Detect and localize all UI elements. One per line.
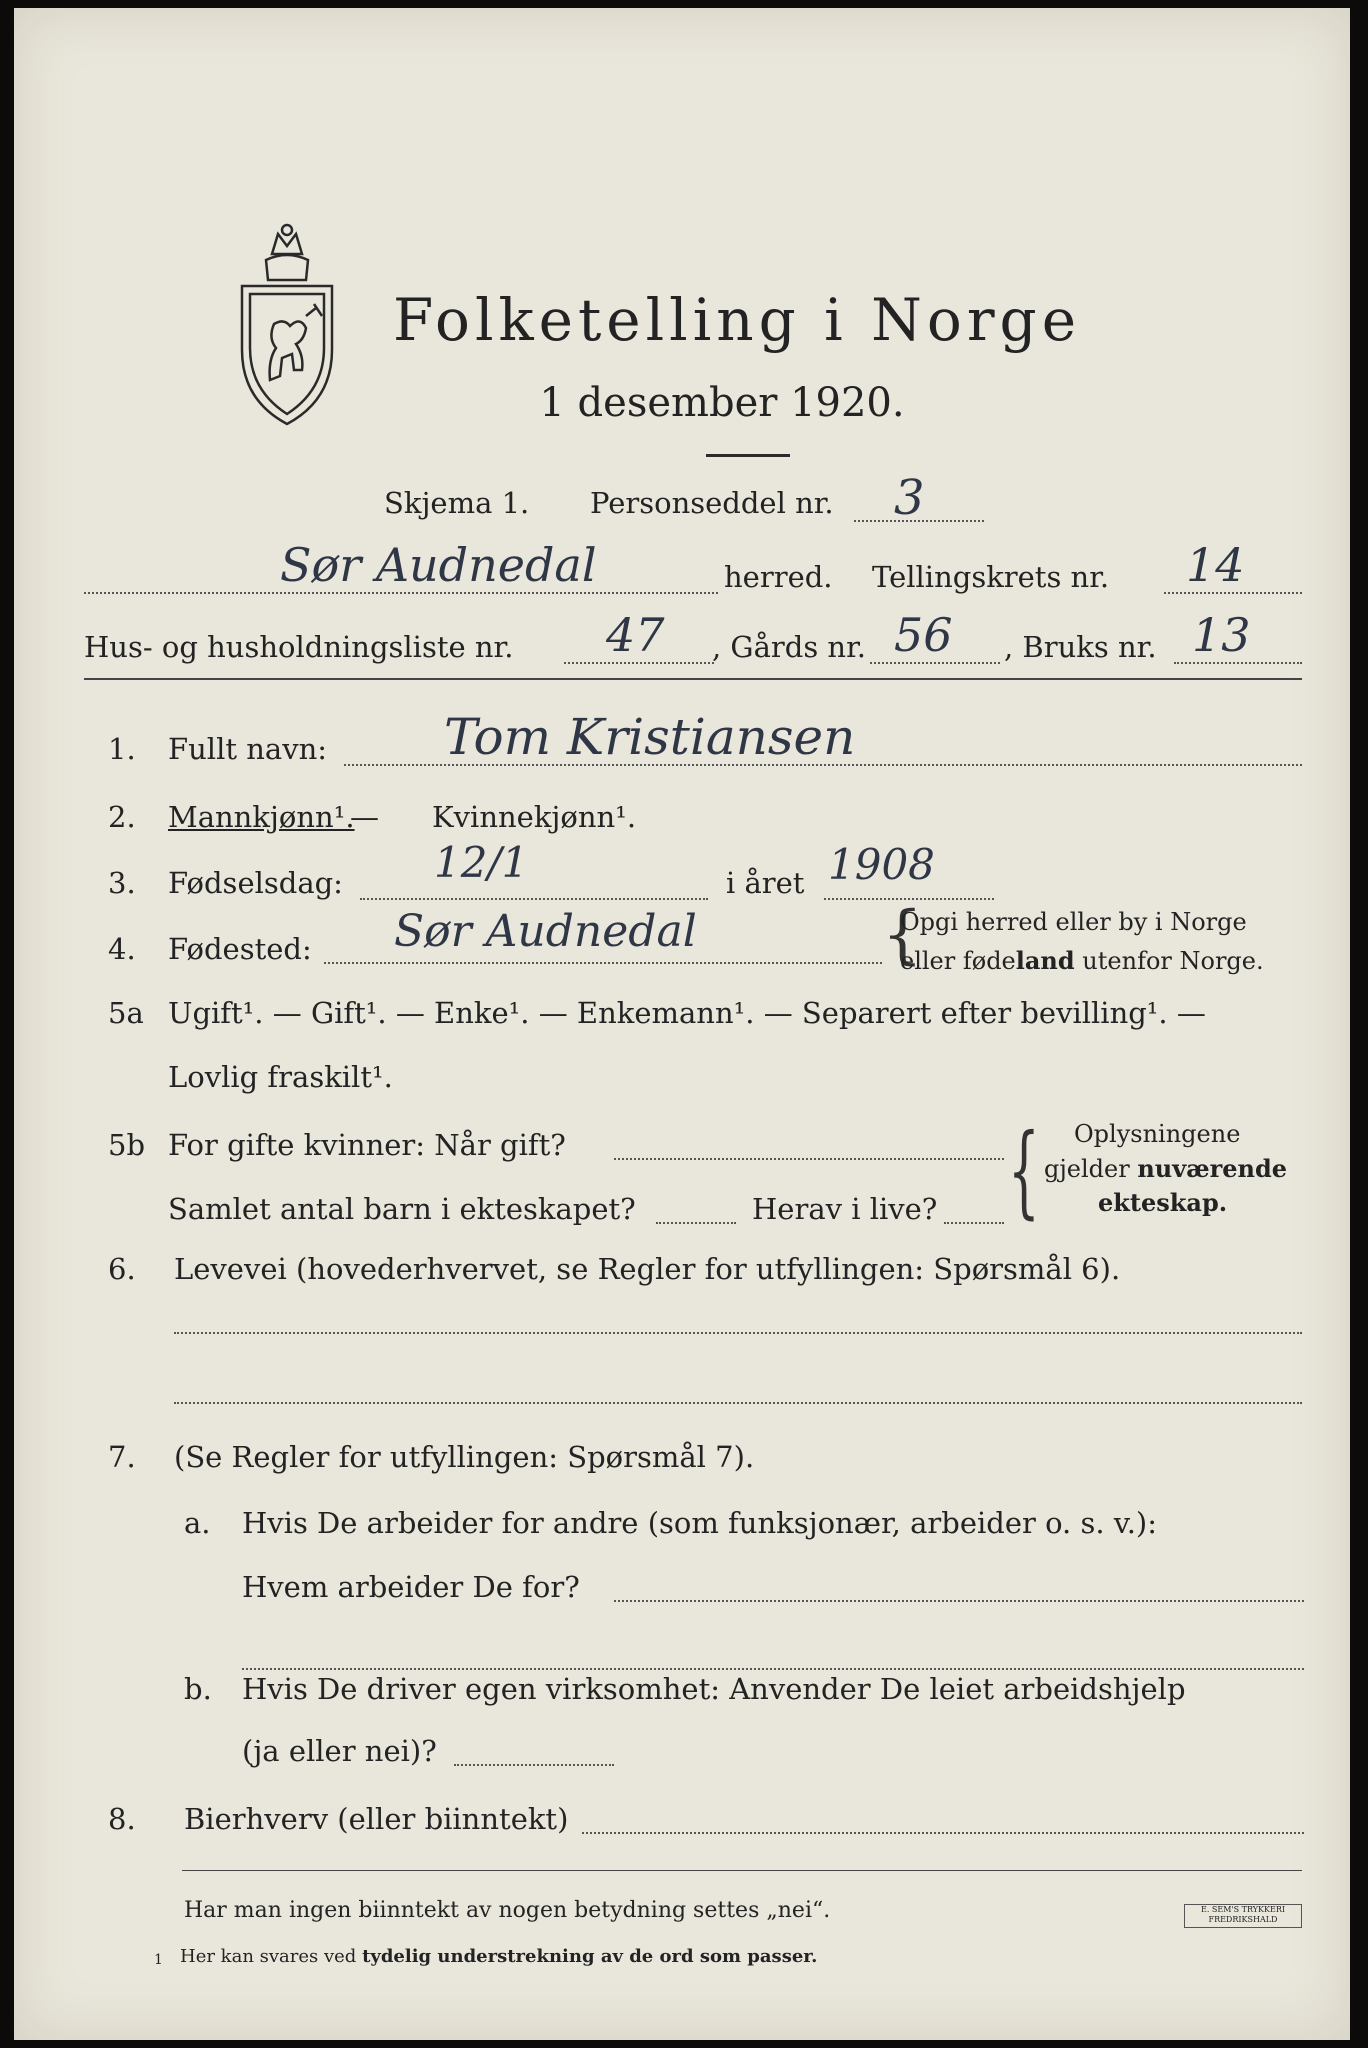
q5b-number: 5b [108,1128,146,1162]
occupation-label: Levevei (hovederhvervet, se Regler for utfyllingen: Spørsmål 6). [174,1252,1121,1286]
hus-value[interactable]: 47 [606,608,665,662]
full-name-value[interactable]: Tom Kristiansen [444,708,856,766]
q7-label: (Se Regler for utfyllingen: Spørsmål 7). [174,1440,755,1474]
male-option[interactable]: Mannkjønn¹. [168,800,355,834]
q1-label: Fullt navn: [168,732,328,766]
q8-number: 8. [108,1802,136,1836]
birthdate-value[interactable]: 12/1 [434,838,529,887]
employer-line-1[interactable] [614,1600,1304,1602]
herred-label: herred. [724,560,833,594]
form-date: 1 desember 1920. [539,380,905,426]
q5a-number: 5a [108,996,144,1030]
side-income-line[interactable] [582,1832,1304,1834]
q3-number: 3. [108,866,136,900]
q6-number: 6. [108,1252,136,1286]
herred-value[interactable]: Sør Audnedal [280,538,597,592]
q2-number: 2. [108,800,136,834]
personseddel-value[interactable]: 3 [894,470,925,526]
bruks-label: , Bruks nr. [1004,630,1157,664]
hired-help-line[interactable] [454,1764,614,1766]
personseddel-label: Personseddel nr. [590,486,834,520]
census-form-page: Folketelling i Norge 1 desember 1920. Skjema 1. Personseddel nr. 3 Sør Audnedal herred. Tellingskrets nr. 14 Hus- og husholdningsliste nr. 47 , Gårds nr. 56 , Bruks nr. 13 1. Fullt navn: Tom Kristiansen 2. Mannkjønn¹. — Kvinnekjønn¹. 3. Fødselsdag: 12/1 i året 1908 4. Fødested: Sør Audnedal { Opgi herred eller by i Norge eller fødeland utenfor Norge. 5a Ugift¹. — Gift¹. — Enke¹. — Enkemann¹. — Separert efter bevilling¹. — Lovlig fraskilt¹. 5b For gifte kvinner: Når gift? Samlet antal barn i ekteskapet? Herav i live? { Oplysningene gjelder nuværende ekteskap. 6. Levevei (hovederhvervet, se Regler for utfyllingen: Spørsmål 6). 7. (Se Regler for utfyllingen: Spørsmål 7). a. Hvis De arbeider for andre (som funksjonær, arbeider o. s. v.): Hvem arbeider De for? b. Hvis De driver egen virksomhet: Anvender De leiet arbeidshjelp (ja eller nei)? 8. Bierhverv (eller biinntekt) Har man ingen biinntekt av nogen betydning settes „nei“. 1 Her kan svares ved tydelig understrekning av de ord som passer. E. SEM'S TRYKKERI FREDRIKSHALD [14,8,1350,2040]
hus-label: Hus- og husholdningsliste nr. [84,630,514,664]
occupation-line-1[interactable] [174,1332,1302,1334]
occupation-line-2[interactable] [174,1402,1302,1404]
q5b-note-line2: gjelder nuværende [1044,1154,1288,1183]
gards-value[interactable]: 56 [894,608,953,662]
q7b-letter: b. [184,1672,212,1706]
footnote-number: 1 [154,1952,163,1968]
birth-year-value[interactable]: 1908 [828,840,935,889]
q7b-text: Hvis De driver egen virksomhet: Anvender De leiet arbeidshjelp [242,1672,1186,1706]
q5b-note-line3: ekteskap. [1098,1188,1228,1217]
side-income-label: Bierhverv (eller biinntekt) [184,1802,569,1836]
form-title: Folketelling i Norge [392,286,1082,354]
employer-line-2[interactable] [242,1668,1304,1670]
birthplace-value[interactable]: Sør Audnedal [394,906,697,957]
q7a-text: Hvis De arbeider for andre (som funksjonær, arbeider o. s. v.): [242,1506,1158,1540]
employer-label: Hvem arbeider De for? [242,1570,580,1604]
skjema-label: Skjema 1. [384,486,530,520]
q1-number: 1. [108,732,136,766]
married-when-label: For gifte kvinner: Når gift? [168,1128,566,1162]
printer-stamp: E. SEM'S TRYKKERI FREDRIKSHALD [1184,1904,1302,1928]
q4-note-line1: Opgi herred eller by i Norge [900,908,1247,936]
title-divider [706,454,790,457]
female-option[interactable]: Kvinnekjønn¹. [432,800,637,834]
bruks-value[interactable]: 13 [1192,608,1251,662]
marital-status-divorced[interactable]: Lovlig fraskilt¹. [168,1060,393,1094]
no-income-note: Har man ingen biinntekt av nogen betydning settes „nei“. [184,1898,831,1923]
children-count-label: Samlet antal barn i ekteskapet? [168,1192,636,1226]
footnote-text: Her kan svares ved tydelig understrekning av de ord som passer. [180,1946,818,1967]
q5b-note-line1: Oplysningene [1074,1120,1241,1148]
gards-label: , Gårds nr. [712,630,866,664]
header-rule [84,678,1302,680]
tellingskrets-value[interactable]: 14 [1186,538,1245,592]
marital-status-options[interactable]: Ugift¹. — Gift¹. — Enke¹. — Enkemann¹. — Separert efter bevilling¹. — [168,996,1206,1030]
q3-year-label: i året [726,866,805,900]
tellingskrets-label: Tellingskrets nr. [872,560,1110,594]
q7-number: 7. [108,1440,136,1474]
q4-label: Fødested: [168,932,312,966]
children-alive-label: Herav i live? [752,1192,938,1226]
q7a-letter: a. [184,1506,211,1540]
q3-label: Fødselsdag: [168,866,343,900]
q4-note-line2: eller fødeland utenfor Norge. [900,946,1264,975]
hired-help-label: (ja eller nei)? [242,1734,437,1768]
q4-number: 4. [108,932,136,966]
